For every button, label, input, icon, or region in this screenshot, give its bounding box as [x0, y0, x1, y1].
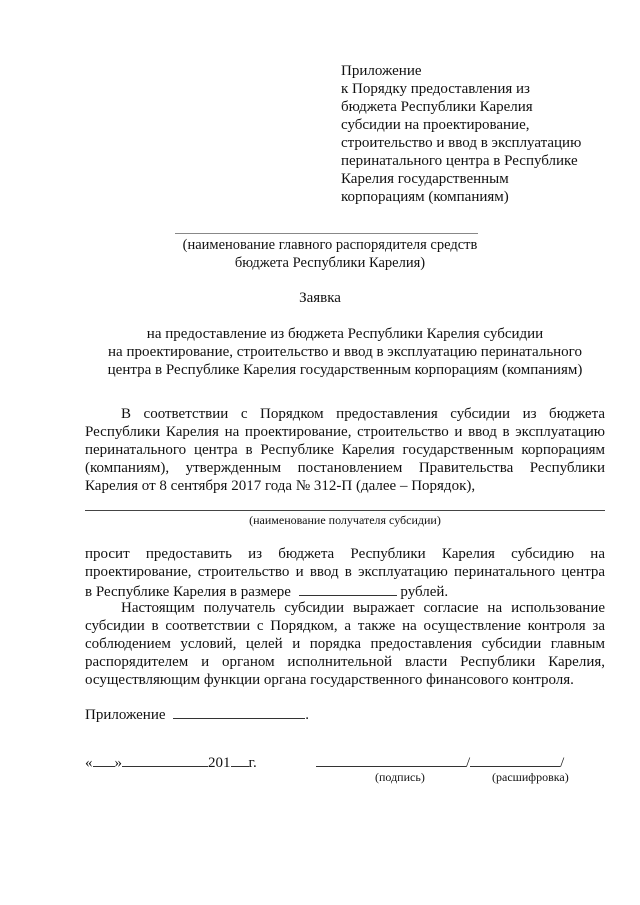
paragraph-line: распорядителем и органом исполнительной власти Республики Карелия,: [85, 654, 605, 670]
appendix-line: к Порядку предоставления из: [341, 81, 530, 97]
signature-row: [316, 752, 564, 772]
appendix-line: строительство и ввод в эксплуатацию: [341, 135, 582, 151]
date-month-input[interactable]: [122, 752, 208, 767]
date-open-quote: «: [85, 755, 93, 771]
appendix-line: корпорациям (компаниям): [341, 189, 509, 205]
date-row: [85, 752, 257, 772]
recipient-caption: (наименование получателя субсидии): [249, 513, 441, 527]
subtitle-line: на предоставление из бюджета Республики Карелия субсидии: [146, 326, 544, 342]
date-year-suffix: г.: [248, 755, 257, 771]
document-title: Заявка: [299, 290, 341, 306]
administrator-caption-line: (наименование главного распорядителя средств: [182, 237, 478, 253]
signature-slash: /: [560, 755, 565, 771]
paragraph-consent: [85, 599, 605, 689]
amount-input[interactable]: [299, 581, 397, 596]
paragraph-line: осуществляющим функции органа государственного финансового контроля.: [85, 672, 574, 688]
administrator-name-line: [175, 233, 478, 234]
paragraph-line: Республики Карелия на проектирование, строительство и ввод в эксплуатацию: [85, 424, 605, 440]
appendix-line: Приложение: [341, 63, 422, 79]
decode-caption: (расшифровка): [492, 770, 569, 784]
attachment-input[interactable]: [173, 704, 305, 719]
date-close-quote: »: [114, 755, 122, 771]
paragraph-request: [85, 545, 605, 601]
paragraph-line: Карелия от 8 сентября 2017 года № 312-П (далее – Порядок),: [85, 478, 476, 494]
amount-label: в Республике Карелия в размере: [85, 584, 291, 600]
attachment-end: .: [305, 707, 310, 723]
attachment-row: [85, 704, 309, 724]
signature-decode-input[interactable]: [470, 752, 560, 767]
paragraph-line: проектирование, строительство и ввод в эксплуатацию перинатального центра: [85, 564, 605, 580]
subtitle-line: центра в Республике Карелия государственным корпорациям (компаниям): [107, 362, 583, 378]
document-subtitle: [85, 325, 605, 379]
appendix-line: Карелия государственным: [341, 171, 509, 187]
administrator-caption-line: бюджета Республики Карелия): [234, 255, 426, 271]
date-year-prefix: 201: [208, 755, 231, 771]
signature-input[interactable]: [316, 752, 466, 767]
recipient-name-line: [85, 510, 605, 511]
paragraph-intro: [85, 405, 605, 495]
paragraph-line: В соответствии с Порядком предоставления субсидии из бюджета: [121, 406, 605, 422]
attachment-label: Приложение: [85, 707, 166, 723]
appendix-block: [341, 62, 631, 206]
appendix-line: бюджета Республики Карелия: [341, 99, 533, 115]
paragraph-line: Настоящим получатель субсидии выражает согласие на использование: [121, 600, 605, 616]
paragraph-line: (компаниям), утвержденным постановлением Правительства Республики: [85, 460, 605, 476]
paragraph-line: просит предоставить из бюджета Республики Карелия субсидию на: [85, 546, 605, 562]
date-day-input[interactable]: [93, 752, 115, 767]
date-year-input[interactable]: [231, 752, 249, 767]
appendix-line: перинатального центра в Республике: [341, 153, 578, 169]
appendix-line: субсидии на проектирование,: [341, 117, 530, 133]
amount-unit: рублей.: [400, 584, 449, 600]
signature-caption: (подпись): [375, 770, 425, 784]
paragraph-line: соблюдением условий, целей и порядка предоставления субсидии главным: [85, 636, 605, 652]
paragraph-line: перинатального центра в Республике Карелия государственным корпорациям: [85, 442, 605, 458]
paragraph-line-amount: [85, 581, 605, 601]
signature-slash: /: [466, 755, 471, 771]
subtitle-line: на проектирование, строительство и ввод в эксплуатацию перинатального: [108, 344, 582, 360]
paragraph-line: субсидии в соответствии с Порядком, а также на осуществление контроля за: [85, 618, 605, 634]
administrator-caption: [150, 236, 510, 272]
